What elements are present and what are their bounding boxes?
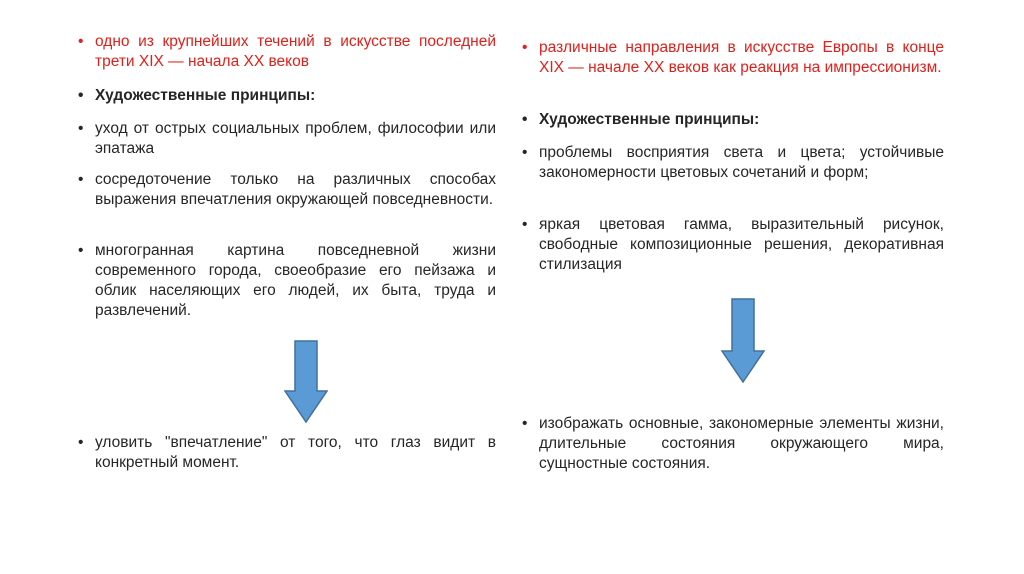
left-principle-text: многогранная картина повседневной жизни современного города, своеобразие его пейзажа и облик населяющих его людей, их быта, труда и развлечений. — [95, 242, 496, 319]
left-principle-text: сосредоточение только на различных способах выражения впечатления окружающей повседневности. — [95, 171, 496, 208]
bullet-icon: • — [522, 111, 528, 128]
right-principle-item — [522, 143, 944, 183]
right-principle-item — [522, 215, 944, 275]
bullet-icon: • — [522, 144, 528, 161]
right-intro — [522, 38, 944, 78]
left-principle-text: уход от острых социальных проблем, философии или эпатажа — [95, 120, 496, 157]
right-principle-text: яркая цветовая гамма, выразительный рисунок, свободные композиционные решения, декоративная стилизация — [539, 216, 944, 273]
down-arrow-icon — [284, 340, 328, 424]
right-principles-heading — [522, 110, 944, 130]
left-principle-item — [78, 119, 496, 159]
right-conclusion — [522, 414, 944, 474]
right-intro-text: различные направления в искусстве Европы в конце XIX — начале XX веков как реакция на импрессионизм. — [539, 39, 944, 76]
left-principles-heading-text: Художественные принципы: — [95, 87, 316, 104]
bullet-icon: • — [78, 242, 84, 259]
down-arrow-icon — [721, 298, 765, 384]
bullet-icon: • — [522, 415, 528, 432]
left-conclusion — [78, 433, 496, 473]
left-principle-item — [78, 241, 496, 321]
right-principles-heading-text: Художественные принципы: — [539, 111, 760, 128]
right-principle-text: проблемы восприятия света и цвета; устойчивые закономерности цветовых сочетаний и форм; — [539, 144, 944, 181]
bullet-icon: • — [78, 171, 84, 188]
left-conclusion-text: уловить "впечатление" от того, что глаз видит в конкретный момент. — [95, 434, 496, 471]
bullet-icon: • — [78, 87, 84, 104]
bullet-icon: • — [78, 33, 84, 50]
bullet-icon: • — [522, 216, 528, 233]
bullet-icon: • — [78, 434, 84, 451]
right-conclusion-text: изображать основные, закономерные элементы жизни, длительные состояния окружающего мира, сущностные состояния. — [539, 415, 944, 472]
left-principle-item — [78, 170, 496, 210]
left-intro-text: одно из крупнейших течений в искусстве последней трети XIX — начала XX веков — [95, 33, 496, 70]
bullet-icon: • — [78, 120, 84, 137]
left-intro — [78, 32, 496, 72]
left-principles-heading — [78, 86, 496, 106]
bullet-icon: • — [522, 39, 528, 56]
